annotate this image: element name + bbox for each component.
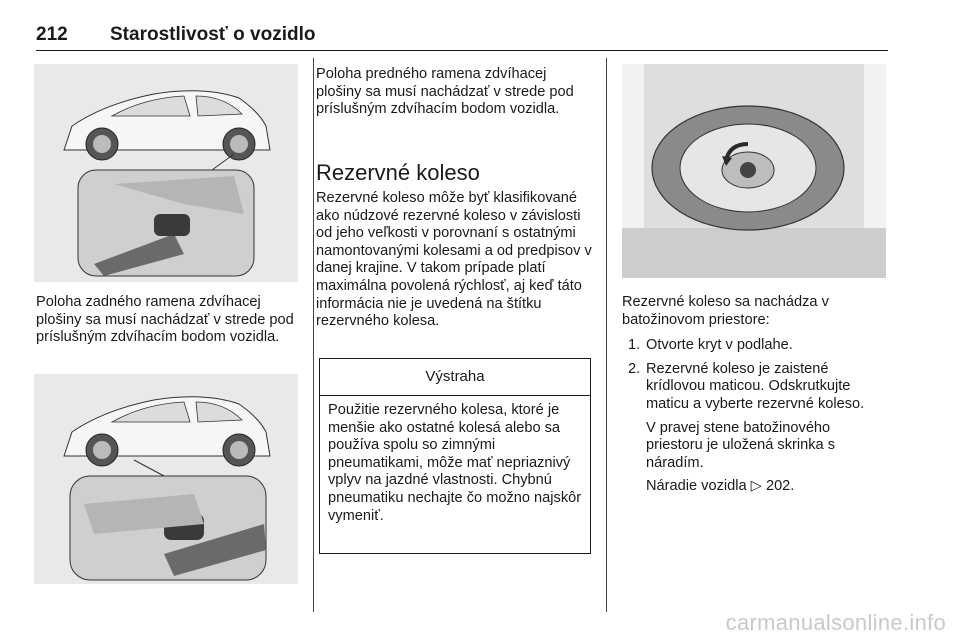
page-title: Starostlivosť o vozidlo: [110, 24, 316, 45]
page-number: 212: [36, 24, 68, 45]
warning-box: [319, 358, 591, 554]
page-ref-link[interactable]: 202.: [765, 478, 795, 495]
step-number: 2.: [628, 360, 641, 377]
spare-wheel-illustration: [622, 64, 886, 278]
column-divider: [606, 58, 607, 612]
column-divider: [313, 58, 314, 612]
rear-lift-caption: Poloha zadného ramena zdvíhacej plošiny sa musí nachádzať v strede pod príslušným zdvíhacím bodom vozidla.: [36, 294, 294, 346]
step-number: 1.: [628, 337, 641, 354]
step-item: [622, 361, 888, 414]
warning-text: Použitie rezervného kolesa, ktoré je menšie ako ostatné kolesá alebo sa používa spolu so zimnými pneumatikami, môže mať nepriaznivý vplyv na jazdné vlastnosti. Chybnú pneumatiku nechajte čo možno najskôr vymeniť.: [328, 402, 582, 524]
warning-title: Výstraha: [320, 359, 590, 396]
toolbox-note: V pravej stene batožinového priestoru je uložená skrinka s náradím.: [646, 419, 835, 471]
page-header: [36, 24, 888, 51]
tools-reference-text: Náradie vozidla: [646, 478, 747, 495]
right-column-text: [622, 294, 888, 496]
front-lift-point-illustration: [34, 374, 298, 584]
step-item: [622, 337, 888, 355]
step-text: Otvorte kryt v podlahe.: [646, 337, 793, 354]
page-ref-arrow-icon: ▷: [750, 478, 762, 495]
spare-wheel-section: [316, 160, 594, 331]
spare-wheel-location: Rezervné koleso sa nachádza v batožinovom priestore:: [622, 294, 829, 328]
spare-wheel-body: Rezervné koleso môže byť klasifikované ako núdzové rezervné koleso v závislosti od jeho veľkosti v porovnaní s ostatnými namontovanými kolesami a od predpisov v danej krajine. V takom prípade platí maximálna povolená rýchlosť, aj keď táto informácia nie je uvedená na štítku rezervného kolesa.: [316, 190, 592, 330]
front-lift-caption: Poloha predného ramena zdvíhacej plošiny sa musí nachádzať v strede pod príslušným zdvíhacím bodom vozidla.: [316, 66, 574, 118]
procedure-steps: [622, 337, 888, 413]
step-text: Rezervné koleso je zaistené krídlovou maticou. Odskrutkujte maticu a vyberte rezervné koleso.: [646, 360, 865, 412]
tools-reference: [622, 478, 888, 496]
section-heading: Rezervné koleso: [316, 160, 480, 185]
rear-lift-point-illustration: [34, 64, 298, 282]
watermark: carmanualsonline.info: [725, 610, 946, 635]
